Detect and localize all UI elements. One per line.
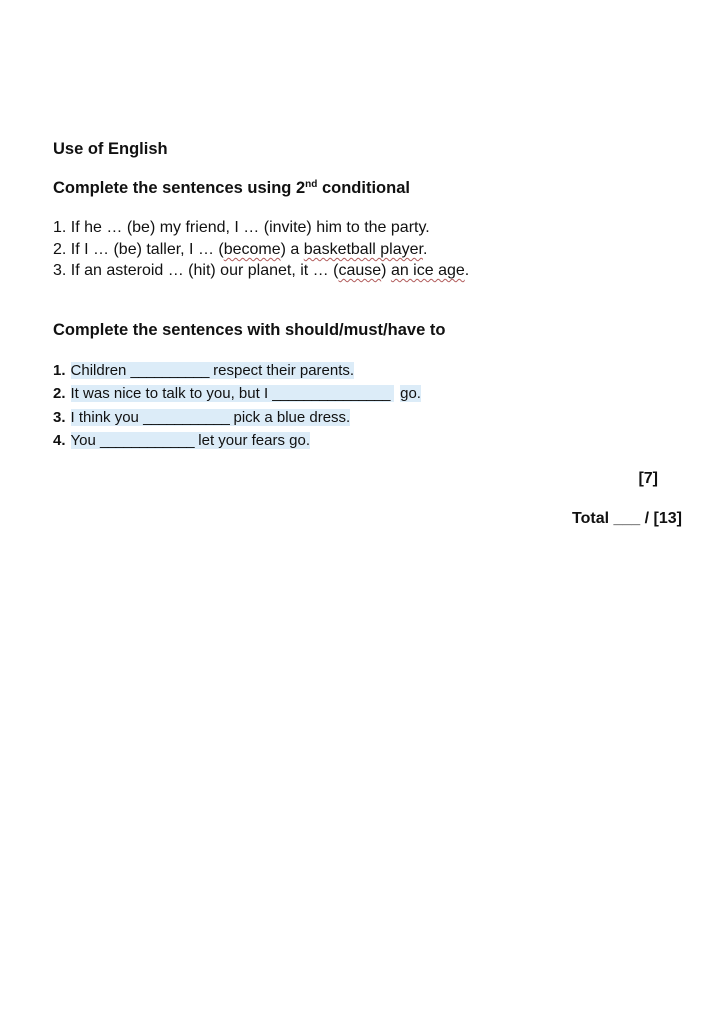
sentence-text: 3. If an asteroid … (hit) our planet, it … (	[53, 262, 339, 279]
exercise1-line	[53, 240, 427, 260]
sentence-text: 2. If I … (be) taller, I … (	[53, 241, 224, 258]
exercise1-line	[53, 218, 430, 238]
item-number: 3.	[53, 409, 66, 426]
item-number: 4.	[53, 432, 66, 449]
item-text-after: respect their parents.	[208, 362, 355, 379]
item-number: 2.	[53, 385, 66, 402]
total-max: / [13]	[640, 510, 682, 527]
exercise1-title-suffix: conditional	[317, 179, 410, 197]
exercise2-item	[53, 431, 310, 451]
exercise1-line	[53, 261, 469, 281]
sentence-text: ) a	[280, 241, 304, 258]
spellcheck-word: an ice age	[390, 262, 465, 279]
sentence-text: )	[381, 262, 391, 279]
section-title: Use of English	[53, 140, 168, 158]
exercise2-item	[53, 361, 354, 381]
item-number: 1.	[53, 362, 66, 379]
answer-blank[interactable]: ___________	[143, 409, 230, 426]
spellcheck-word: cause	[338, 262, 382, 279]
item-text-after: pick a blue dress.	[229, 409, 351, 426]
exercise2-item	[53, 408, 350, 428]
sentence-text: .	[464, 262, 470, 279]
item-text-before: You	[70, 432, 100, 449]
answer-blank[interactable]: __________	[130, 362, 209, 379]
item-text-after: let your fears go.	[194, 432, 311, 449]
item-text-before: I think you	[70, 409, 144, 426]
exercise1-title	[53, 179, 410, 198]
spellcheck-word: become	[223, 241, 281, 258]
item-text-before: Children	[70, 362, 131, 379]
exercise1-title-sup: nd	[305, 179, 318, 190]
spellcheck-word: basketball player	[303, 241, 423, 258]
item-text-after	[390, 385, 394, 402]
exercise1-title-prefix: Complete the sentences using 2	[53, 179, 306, 197]
answer-blank[interactable]: ____________	[100, 432, 195, 449]
item-text-tail: go.	[400, 385, 421, 402]
total-label: Total	[572, 510, 614, 527]
total-blank[interactable]: ___	[613, 510, 641, 527]
answer-blank[interactable]: _______________	[272, 385, 390, 402]
section-score: [7]	[638, 470, 658, 487]
sentence-text: .	[422, 241, 428, 258]
item-text-before: It was nice to talk to you, but I	[70, 385, 273, 402]
exercise2-title: Complete the sentences with should/must/have to	[53, 321, 446, 339]
total-score	[572, 510, 682, 528]
exercise2-item	[53, 384, 421, 404]
sentence-text: 1. If he … (be) my friend, I … (invite) him to the party.	[53, 219, 430, 236]
